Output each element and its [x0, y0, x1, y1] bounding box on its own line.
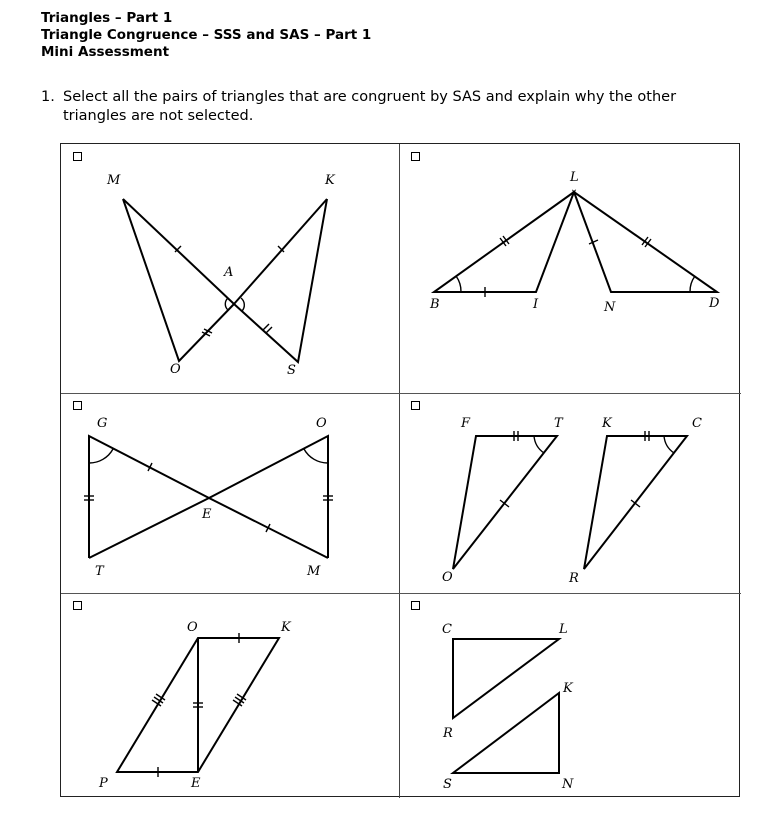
tick-AS-1 [263, 324, 269, 330]
label-B: B [430, 297, 440, 312]
angle-arc-B [456, 276, 461, 292]
angle-arc-T [534, 436, 544, 453]
label-C: C [692, 416, 702, 431]
label-K: K [325, 173, 335, 188]
tick-AS-2 [266, 327, 272, 333]
angle-arc-A-right [241, 298, 244, 311]
label-K: K [563, 681, 573, 696]
panel-6 [399, 593, 741, 798]
label-N: N [604, 300, 616, 315]
angle-arc-A-left [225, 298, 228, 310]
label-M: M [307, 564, 321, 579]
triangle-MAO [123, 199, 234, 361]
label-P: P [99, 776, 108, 791]
panel-4-figure [399, 393, 741, 593]
label-K: K [281, 620, 291, 635]
panel-1-figure [61, 144, 399, 393]
header-title: Triangles – Part 1 [41, 10, 173, 26]
question-number: 1. [41, 89, 55, 105]
label-N: N [562, 777, 574, 792]
label-I: I [533, 297, 539, 312]
assessment-header [41, 10, 371, 61]
triangle-pairs-grid [60, 143, 740, 797]
angle-arc-G [89, 449, 113, 463]
label-R: R [443, 726, 453, 741]
label-G: G [97, 416, 108, 431]
label-C: C [442, 622, 452, 637]
panel-6-figure [399, 593, 741, 798]
triangle-KAS [234, 199, 327, 362]
label-M: M [107, 173, 121, 188]
label-S: S [443, 777, 452, 792]
label-S: S [287, 363, 296, 378]
label-E: E [202, 507, 212, 522]
label-L: L [559, 622, 568, 637]
label-F: F [461, 416, 471, 431]
angle-arc-C [664, 436, 674, 453]
label-L: L [570, 170, 579, 185]
panel-5 [61, 593, 399, 798]
triangle-FTO [453, 436, 557, 569]
label-O: O [170, 362, 181, 377]
panel-3-figure [61, 393, 399, 593]
label-D: D [709, 296, 720, 311]
angle-arc-O [304, 449, 328, 463]
triangle-LBI [434, 192, 574, 292]
panel-2-figure [399, 144, 741, 393]
triangle-OEM [209, 436, 328, 558]
label-K: K [602, 416, 612, 431]
panel-2 [399, 144, 741, 393]
header-subtitle: Triangle Congruence – SSS and SAS – Part 1 [41, 27, 372, 43]
panel-1 [61, 144, 399, 393]
label-O: O [442, 570, 453, 585]
triangle-GET [89, 436, 209, 558]
triangle-KCR [584, 436, 687, 569]
label-E: E [191, 776, 201, 791]
label-O: O [316, 416, 327, 431]
panel-5-figure [61, 593, 399, 798]
label-T: T [554, 416, 563, 431]
panel-3 [61, 393, 399, 593]
label-A: A [224, 265, 234, 280]
question-text: Select all the pairs of triangles that are congruent by SAS and explain why the other triangles are not selected. [63, 89, 677, 124]
label-T: T [95, 564, 104, 579]
label-R: R [569, 571, 579, 586]
angle-arc-D [690, 276, 695, 292]
label-O: O [187, 620, 198, 635]
header-assessment-type: Mini Assessment [41, 44, 170, 60]
panel-4 [399, 393, 741, 593]
triangle-LND [574, 192, 717, 292]
